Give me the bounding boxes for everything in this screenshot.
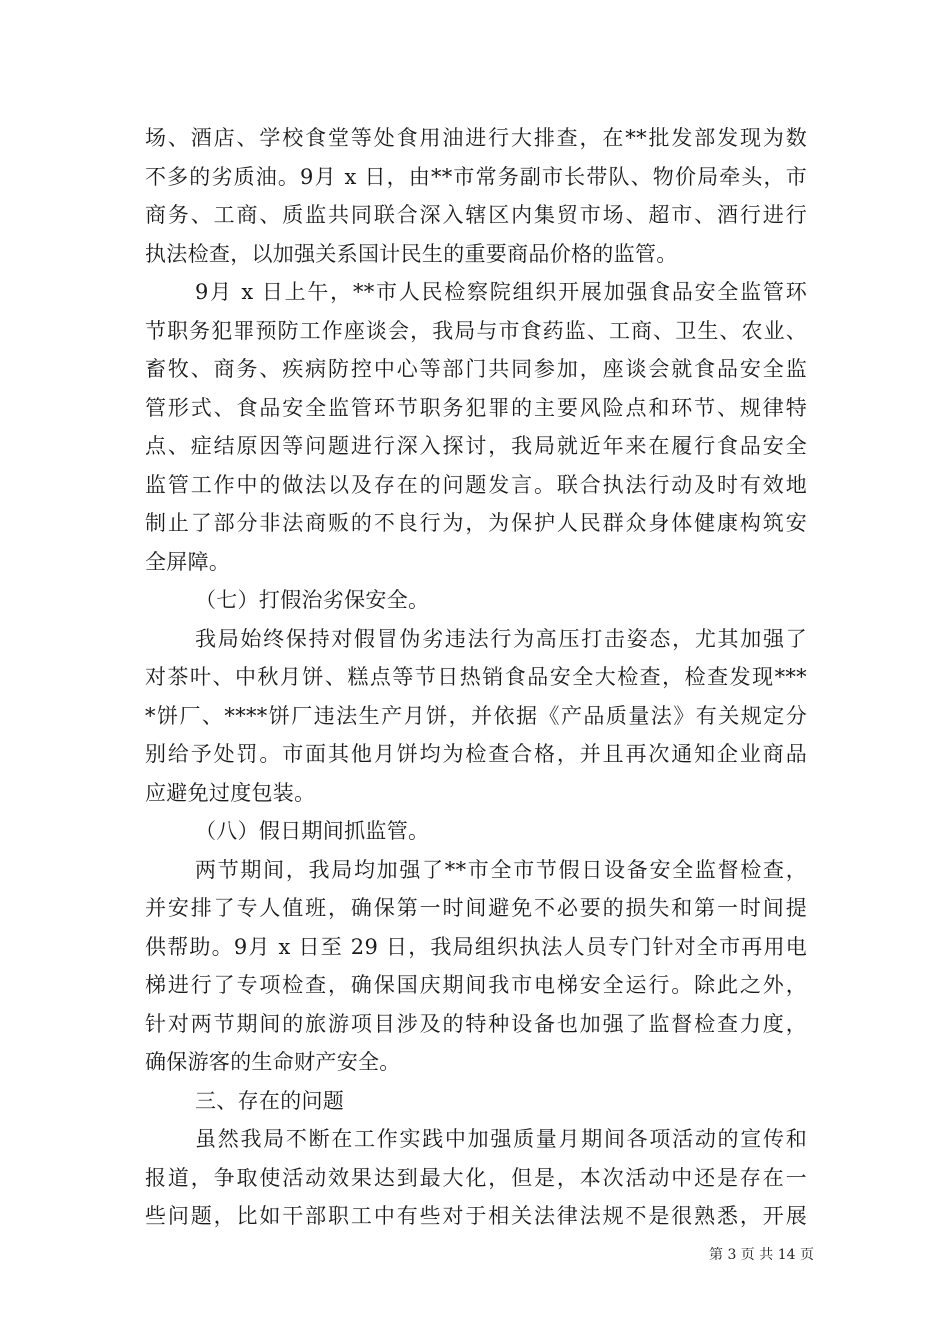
- text-line: 制止了部分非法商贩的不良行为，为保护人民群众身体健康构筑安: [145, 511, 807, 535]
- section-heading: [145, 1082, 807, 1121]
- text-line: 应避免过度包装。: [145, 780, 316, 805]
- text-line: 监管工作中的做法以及存在的问题发言。联合执法行动及时有效地: [145, 472, 807, 497]
- text-line: 确保游客的生命财产安全。: [145, 1050, 401, 1074]
- text-line: 两节期间，我局均加强了**市全市节假日设备安全监督检查，: [195, 857, 807, 882]
- text-line: 并安排了专人值班，确保第一时间避免不必要的损失和第一时间提: [145, 896, 807, 920]
- text-line: （八）假日期间抓监管。: [195, 819, 430, 843]
- text-line: 管形式、食品安全监管环节职务犯罪的主要风险点和环节、规律特: [145, 395, 807, 420]
- text-line: 针对两节期间的旅游项目涉及的特种设备也加强了监督检查力度，: [145, 1011, 807, 1036]
- paragraph: [145, 851, 807, 1082]
- text-line: 些问题，比如干部职工中有些对于相关法律法规不是很熟悉，开展: [145, 1204, 807, 1228]
- document-body: [145, 119, 807, 1236]
- page-number: 第 3 页 共 14 页: [709, 1247, 814, 1263]
- text-line: 场、酒店、学校食堂等处食用油进行大排查，在**批发部发现为数: [145, 126, 807, 150]
- text-line: 执法检查，以加强关系国计民生的重要商品价格的监管。: [145, 241, 678, 266]
- section-heading: [145, 581, 807, 620]
- text-line: 不多的劣质油。9月 x 日，由**市常务副市长带队、物价局牵头，市: [145, 164, 807, 189]
- text-line: 节职务犯罪预防工作座谈会，我局与市食药监、工商、卫生、农业、: [145, 318, 807, 343]
- text-line: 报道，争取使活动效果达到最大化，但是，本次活动中还是存在一: [145, 1165, 807, 1190]
- text-line: 别给予处罚。市面其他月饼均为检查合格，并且再次通知企业商品: [145, 742, 807, 766]
- text-line: 全屏障。: [145, 549, 231, 574]
- text-line: 三、存在的问题: [195, 1088, 345, 1113]
- text-line: 供帮助。9月 x 日至 29 日，我局组织执法人员专门针对全市再用电: [145, 934, 807, 959]
- text-line: 商务、工商、质监共同联合深入辖区内集贸市场、超市、酒行进行: [145, 203, 807, 227]
- section-heading: [145, 812, 807, 851]
- text-line: 虽然我局不断在工作实践中加强质量月期间各项活动的宣传和: [195, 1127, 807, 1151]
- text-line: 我局始终保持对假冒伪劣违法行为高压打击姿态，尤其加强了: [195, 626, 807, 651]
- paragraph: [145, 620, 807, 813]
- text-line: 点、症结原因等问题进行深入探讨，我局就近年来在履行食品安全: [145, 434, 807, 458]
- text-line: （七）打假治劣保安全。: [195, 588, 430, 612]
- text-line: 对茶叶、中秋月饼、糕点等节日热销食品安全大检查，检查发现***: [145, 665, 807, 689]
- paragraph: [145, 273, 807, 581]
- paragraph: [145, 119, 807, 273]
- text-line: 畜牧、商务、疾病防控中心等部门共同参加，座谈会就食品安全监: [145, 357, 807, 381]
- paragraph: [145, 1120, 807, 1236]
- text-line: 9月 x 日上午，**市人民检察院组织开展加强食品安全监管环: [195, 280, 807, 304]
- text-line: *饼厂、****饼厂违法生产月饼，并依据《产品质量法》有关规定分: [145, 703, 807, 728]
- text-line: 梯进行了专项检查，确保国庆期间我市电梯安全运行。除此之外，: [145, 973, 807, 997]
